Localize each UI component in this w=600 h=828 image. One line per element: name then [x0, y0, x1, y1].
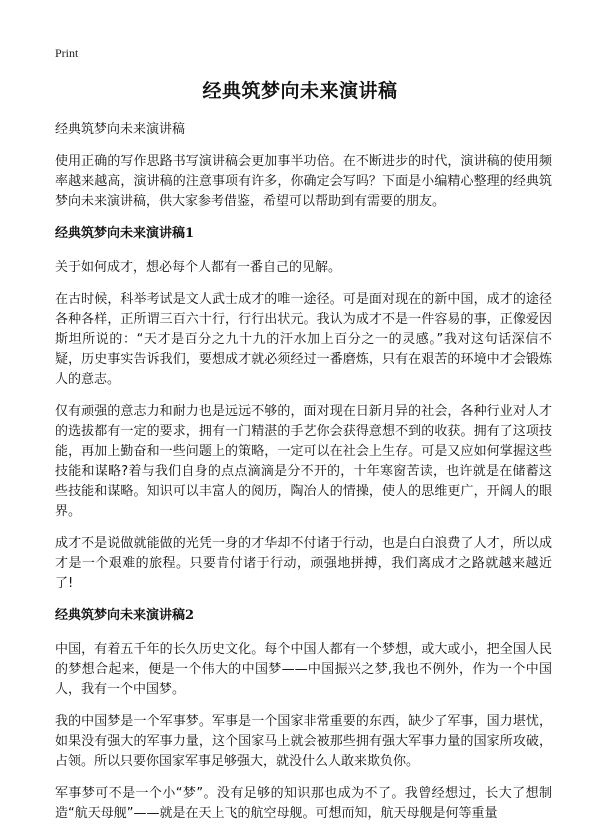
paragraph: 我的中国梦是一个军事梦。军事是一个国家非常重要的东西，缺少了军事，国力堪忧，如果没有强大的军事力量，这个国家马上就会被那些拥有强大军事力量的国家所攻破，占领。所以只要你国家军事足够强大，就没什么人敢来欺负你。	[55, 714, 552, 769]
paragraph: 关于如何成才，想必每个人都有一番自己的见解。	[55, 260, 342, 275]
print-link[interactable]: Print	[55, 46, 79, 60]
paragraph: 在古时候，科举考试是文人武士成才的唯一途径。可是面对现在的新中国，成才的途径各种各样，正所谓三百六十行，行行出状元。我认为成才不是一件容易的事，正像爱因斯坦所说的：“天才是百分之九十九的汗水加上百分之一的灵感。”我对这句话深信不疑，历史事实告诉我们，要想成才就必须经过一番磨炼，只有在艰苦的环境中才会锻炼人的意志。	[55, 292, 552, 387]
intro-paragraph: 使用正确的写作思路书写演讲稿会更加事半功倍。在不断进步的时代，演讲稿的使用频率越来越高，演讲稿的注意事项有许多，你确定会写吗？下面是小编精心整理的经典筑梦向未来演讲稿，供大家参考借鉴，希望可以帮助到有需要的朋友。	[55, 154, 552, 209]
section-heading-1: 经典筑梦向未来演讲稿1	[55, 226, 195, 241]
document-title: 经典筑梦向未来演讲稿	[202, 80, 398, 102]
paragraph: 军事梦可不是一个小“梦”。没有足够的知识那也成为不了。我曾经想过，长大了想制造“航天母舰”——就是在天上飞的航空母舰。可想而知，航天母舰是何等重量	[55, 786, 552, 821]
paragraph: 中国，有着五千年的长久历史文化。每个中国人都有一个梦想，或大或小，把全国人民的梦想合起来，便是一个伟大的中国梦——中国振兴之梦,我也不例外，作为一个中国人，我有一个中国梦。	[55, 642, 552, 697]
paragraph: 仅有顽强的意志力和耐力也是远远不够的，面对现在日新月异的社会，各种行业对人才的选拔都有一定的要求，拥有一门精湛的手艺你会获得意想不到的收获。拥有了这项技能，再加上勤奋和一些问题上的策略，一定可以在社会上生存。可是又应如何掌握这些技能和谋略?着与我们自身的点点滴滴是分不开的，十年寒窗苦读，也许就是在储蓄这些技能和谋略。知识可以丰富人的阅历，陶冶人的情操，使人的思维更广，开阔人的眼界。	[55, 404, 552, 519]
section-heading-2: 经典筑梦向未来演讲稿2	[55, 608, 195, 623]
document-body	[55, 120, 552, 828]
document-subtitle: 经典筑梦向未来演讲稿	[55, 122, 186, 137]
paragraph: 成才不是说做就能做的光凭一身的才华却不付诸于行动，也是白白浪费了人才，所以成才是一个艰难的旅程。只要肯付诸于行动，顽强地拼搏，我们离成才之路就越来越近了!	[55, 536, 552, 591]
